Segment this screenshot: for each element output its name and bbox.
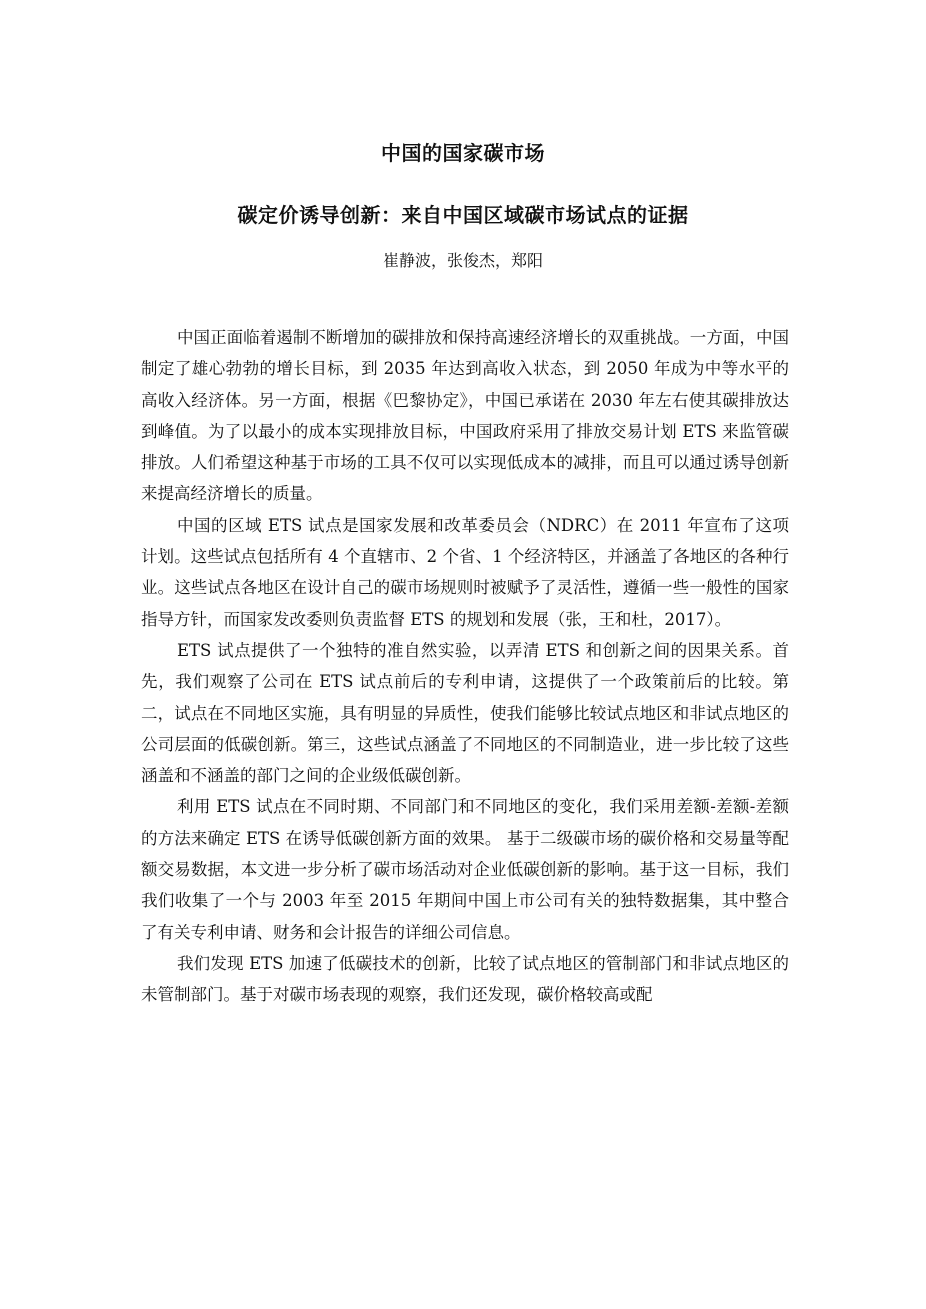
authors-line: 崔静波，张俊杰，郑阳 (382, 251, 543, 270)
paragraph-4: 利用 ETS 试点在不同时期、不同部门和不同地区的变化，我们采用差额-差额-差额的方法来确定 ETS 在诱导低碳创新方面的效果。 基于二级碳市场的碳价格和交易量等配额交易数据，本文进一步分析了碳市场活动对企业低碳创新的影响。基于这一目标，我们我们收集了一个与 2003 年至 2015 年期间中国上市公司有关的独特数据集，其中整合了有关专利申请、财务和会计报告的详细公司信息。 (141, 797, 789, 942)
paragraph-3: ETS 试点提供了一个独特的准自然实验，以弄清 ETS 和创新之间的因果关系。首先，我们观察了公司在 ETS 试点前后的专利申请，这提供了一个政策前后的比较。第二，试点在不同地区实施，具有明显的异质性，使我们能够比较试点地区和非试点地区的公司层面的低碳创新。第三，这些试点涵盖了不同地区的不同制造业，进一步比较了这些涵盖和不涵盖的部门之间的企业级低碳创新。 (141, 640, 789, 786)
paragraph-2: 中国的区域 ETS 试点是国家发展和改革委员会（NDRC）在 2011 年宣布了这项计划。这些试点包括所有 4 个直辖市、2 个省、1 个经济特区，并涵盖了各地区的各种行业。这些试点各地区在设计自己的碳市场规则时被赋予了灵活性，遵循一些一般性的国家指导方针，而国家发改委则负责监督 ETS 的规划和发展（张，王和杜，2017）。 (141, 515, 789, 629)
paragraph-5: 我们发现 ETS 加速了低碳技术的创新，比较了试点地区的管制部门和非试点地区的未管制部门。基于对碳市场表现的观察，我们还发现，碳价格较高或配 (141, 953, 789, 1005)
document-subtitle: 碳定价诱导创新：来自中国区域碳市场试点的证据 (237, 203, 689, 227)
paragraph-1: 中国正面临着遏制不断增加的碳排放和保持高速经济增长的双重挑战。一方面，中国制定了雄心勃勃的增长目标，到 2035 年达到高收入状态，到 2050 年成为中等水平的高收入经济体。另一方面，根据《巴黎协定》，中国已承诺在 2030 年左右使其碳排放达到峰值。为了以最小的成本实现排放目标，中国政府采用了排放交易计划 ETS 来监管碳排放。人们希望这种基于市场的工具不仅可以实现低成本的减排，而且可以通过诱导创新来提高经济增长的质量。 (141, 328, 789, 504)
body-text (141, 322, 789, 1011)
document-title: 中国的国家碳市场 (381, 141, 545, 165)
